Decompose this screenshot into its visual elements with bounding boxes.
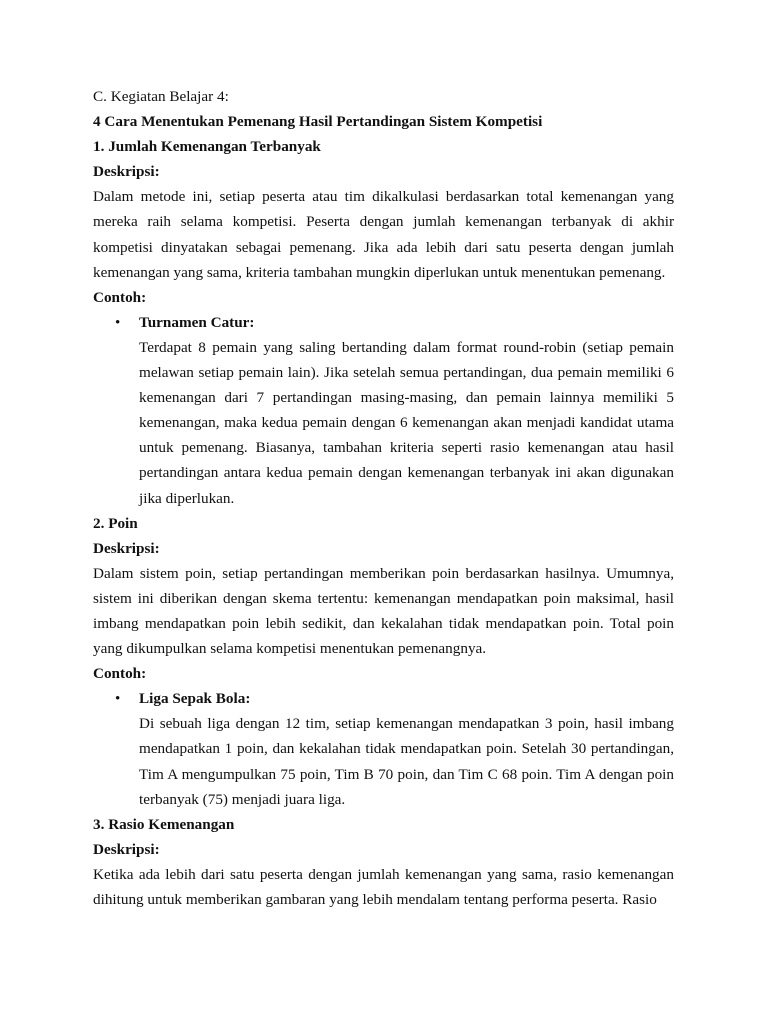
description-label: Deskripsi:: [93, 539, 160, 557]
section-heading: 2. Poin: [93, 514, 138, 532]
list-item: [93, 310, 674, 511]
document-title: 4 Cara Menentukan Pemenang Hasil Pertandingan Sistem Kompetisi: [93, 113, 543, 131]
example-title: Turnamen Catur:: [139, 313, 255, 331]
example-text: Terdapat 8 pemain yang saling bertanding dalam format round-robin (setiap pemain melawan setiap pemain lain). Jika setelah semua pertandingan, dua pemain memiliki 6 kemenangan dari 7 pertandingan masing-masing, dan pemain lainnya memiliki 5 kemenangan, maka kedua pemain dengan 6 kemenangan akan menjadi kandidat utama untuk pemenang. Biasanya, tambahan kriteria seperti rasio kemenangan atau hasil pertandingan antara kedua pemain dengan kemenangan terbanyak ini akan digunakan jika diperlukan.: [139, 338, 674, 507]
example-title: Liga Sepak Bola:: [139, 690, 251, 708]
section-heading: 3. Rasio Kemenangan: [93, 815, 235, 833]
description-text: Dalam sistem poin, setiap pertandingan memberikan poin berdasarkan hasilnya. Umumnya, sistem ini diberikan dengan skema tertentu: kemenangan mendapatkan poin maksimal, hasil imbang mendapatkan poin lebih sedikit, dan kekalahan tidak mendapatkan poin. Total poin yang dikumpulkan selama kompetisi menentukan pemenangnya.: [93, 564, 674, 658]
bullet-icon: •: [115, 690, 121, 708]
bullet-icon: •: [115, 313, 121, 331]
description-label: Deskripsi:: [93, 840, 160, 858]
description-text: Ketika ada lebih dari satu peserta dengan jumlah kemenangan yang sama, rasio kemenangan dihitung untuk memberikan gambaran yang lebih mendalam tentang performa peserta. Rasio: [93, 865, 674, 908]
description-label: Deskripsi:: [93, 163, 160, 181]
example-label: Contoh:: [93, 288, 147, 306]
list-item: [93, 686, 674, 811]
document-page: [93, 84, 674, 912]
example-text: Di sebuah liga dengan 12 tim, setiap kemenangan mendapatkan 3 poin, hasil imbang mendapatkan 1 poin, dan kekalahan tidak mendapatkan poin. Setelah 30 pertandingan, Tim A mengumpulkan 75 poin, Tim B 70 poin, dan Tim C 68 poin. Tim A dengan poin terbanyak (75) menjadi juara liga.: [139, 715, 674, 808]
description-text: Dalam metode ini, setiap peserta atau tim dikalkulasi berdasarkan total kemenangan yang mereka raih selama kompetisi. Peserta dengan jumlah kemenangan terbanyak di akhir kompetisi dinyatakan sebagai pemenang. Jika ada lebih dari satu peserta dengan jumlah kemenangan yang sama, kriteria tambahan mungkin diperlukan untuk menentukan pemenang.: [93, 188, 674, 281]
intro-line: C. Kegiatan Belajar 4:: [93, 88, 229, 105]
example-label: Contoh:: [93, 665, 147, 683]
section-heading: 1. Jumlah Kemenangan Terbanyak: [93, 138, 321, 156]
